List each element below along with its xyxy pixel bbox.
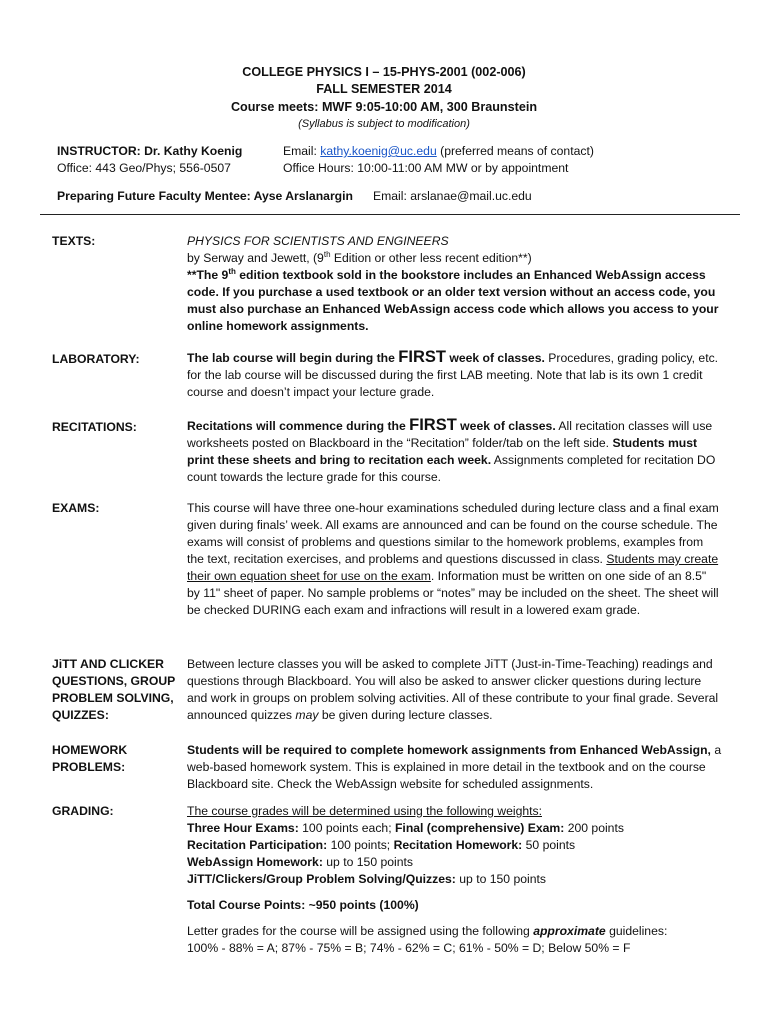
grading-line-recitation: Recitation Participation: 100 points; Recitation Homework: 50 points bbox=[187, 838, 576, 852]
grading-letter-intro: Letter grades for the course will be assigned using the following approximate guidelines: bbox=[187, 924, 668, 938]
document-header bbox=[0, 0, 768, 132]
instructor-block bbox=[57, 143, 728, 177]
section-label: RECITATIONS: bbox=[52, 420, 137, 434]
section-body: This course will have three one-hour examinations scheduled during lecture class and a final exam given during finals’ week. All exams are announced and can be found on the course schedule. The exams will consist of problems and questions similar to the homework problems, examples from the text, recitation exercises, and problems and questions discussed in class. Students may create their own equation sheet for use on the exam. Information must be written on one side of an 8.5" by 11" sheet of paper. No sample problems or “notes” may be included on the sheet. The sheet will be checked DURING each exam and infractions will result in a lowered exam grade. bbox=[187, 501, 719, 617]
modification-note: (Syllabus is subject to modification) bbox=[298, 118, 470, 130]
section-label: JiTT AND CLICKER QUESTIONS, GROUP PROBLEM SOLVING, QUIZZES: bbox=[52, 657, 176, 722]
grading-line-jitt: JiTT/Clickers/Group Problem Solving/Quizzes: up to 150 points bbox=[187, 872, 546, 886]
instructor-email-line: Email: kathy.koenig@uc.edu (preferred means of contact) bbox=[283, 144, 594, 158]
grading-total: Total Course Points: ~950 points (100%) bbox=[187, 898, 419, 912]
header-divider bbox=[40, 214, 740, 215]
section-exams bbox=[52, 500, 722, 619]
semester-title: FALL SEMESTER 2014 bbox=[316, 82, 452, 96]
section-label: LABORATORY: bbox=[52, 352, 140, 366]
grading-line-webassign: WebAssign Homework: up to 150 points bbox=[187, 855, 414, 869]
section-label: HOMEWORK PROBLEMS: bbox=[52, 743, 128, 774]
section-body: Recitations will commence during the FIRST week of classes. All recitation classes will use worksheets posted on Blackboard in the “Recitation” folder/tab on the left side. Students must print these sheets and bring to recitation each week. Assignments completed for recitation DO count towards the lecture grade for this course. bbox=[187, 416, 716, 484]
office-hours: Office Hours: 10:00-11:00 AM MW or by appointment bbox=[283, 161, 569, 175]
section-label: EXAMS: bbox=[52, 501, 100, 515]
section-body bbox=[187, 233, 722, 335]
section-texts bbox=[52, 233, 722, 335]
section-label: GRADING: bbox=[52, 804, 114, 818]
mentee-block bbox=[57, 188, 728, 205]
instructor-email-link[interactable]: kathy.koenig@uc.edu bbox=[320, 144, 437, 158]
section-homework bbox=[52, 742, 722, 793]
section-recitations bbox=[52, 417, 722, 486]
book-authors: by Serway and Jewett, (9th Edition or other less recent edition**) bbox=[187, 249, 532, 265]
section-laboratory bbox=[52, 349, 722, 401]
section-body: Students will be required to complete homework assignments from Enhanced WebAssign, a web-based homework system. This is explained in more detail in the textbook and on the course Blackboard site. Check the WebAssign website for scheduled assignments. bbox=[187, 743, 722, 791]
section-body: The lab course will begin during the FIRST week of classes. Procedures, grading policy, etc. for the lab course will be discussed during the first LAB meeting. Note that lab is its own 1 credit course and doesn’t impact your lecture grade. bbox=[187, 348, 719, 399]
mentee-email-line: Email: arslanae@mail.uc.edu bbox=[373, 189, 532, 203]
instructor-office: Office: 443 Geo/Phys; 556-0507 bbox=[57, 161, 231, 175]
section-body: Between lecture classes you will be asked to complete JiTT (Just-in-Time-Teaching) readings and questions through Blackboard. You will also be asked to answer clicker questions during lecture and work in groups on problem solving activities. All of these contribute to your final grade. Several announced quizzes may be given during lecture classes. bbox=[187, 657, 719, 722]
book-note: **The 9th edition textbook sold in the bookstore includes an Enhanced WebAssign access code. If you purchase a used textbook or an older text version without an access code, you must also purchase an Enhanced WebAssign access code which allows you access to your online homework assignments. bbox=[187, 266, 719, 333]
section-label: TEXTS: bbox=[52, 234, 96, 248]
book-title: PHYSICS FOR SCIENTISTS AND ENGINEERS bbox=[187, 234, 449, 248]
section-grading bbox=[52, 803, 722, 957]
course-title: COLLEGE PHYSICS I – 15-PHYS-2001 (002-006) bbox=[242, 65, 526, 79]
meeting-info: Course meets: MWF 9:05-10:00 AM, 300 Braunstein bbox=[230, 100, 538, 114]
grading-line-exams: Three Hour Exams: 100 points each; Final (comprehensive) Exam: 200 points bbox=[187, 821, 624, 835]
grading-intro: The course grades will be determined using the following weights: bbox=[187, 804, 542, 818]
mentee-email: arslanae@mail.uc.edu bbox=[410, 189, 532, 203]
instructor-name: INSTRUCTOR: Dr. Kathy Koenig bbox=[57, 144, 243, 158]
mentee-name: Preparing Future Faculty Mentee: Ayse Arslanargin bbox=[57, 189, 353, 203]
grading-scale: 100% - 88% = A; 87% - 75% = B; 74% - 62% = C; 61% - 50% = D; Below 50% = F bbox=[187, 941, 631, 955]
section-body bbox=[187, 803, 722, 957]
section-jitt bbox=[52, 656, 722, 724]
